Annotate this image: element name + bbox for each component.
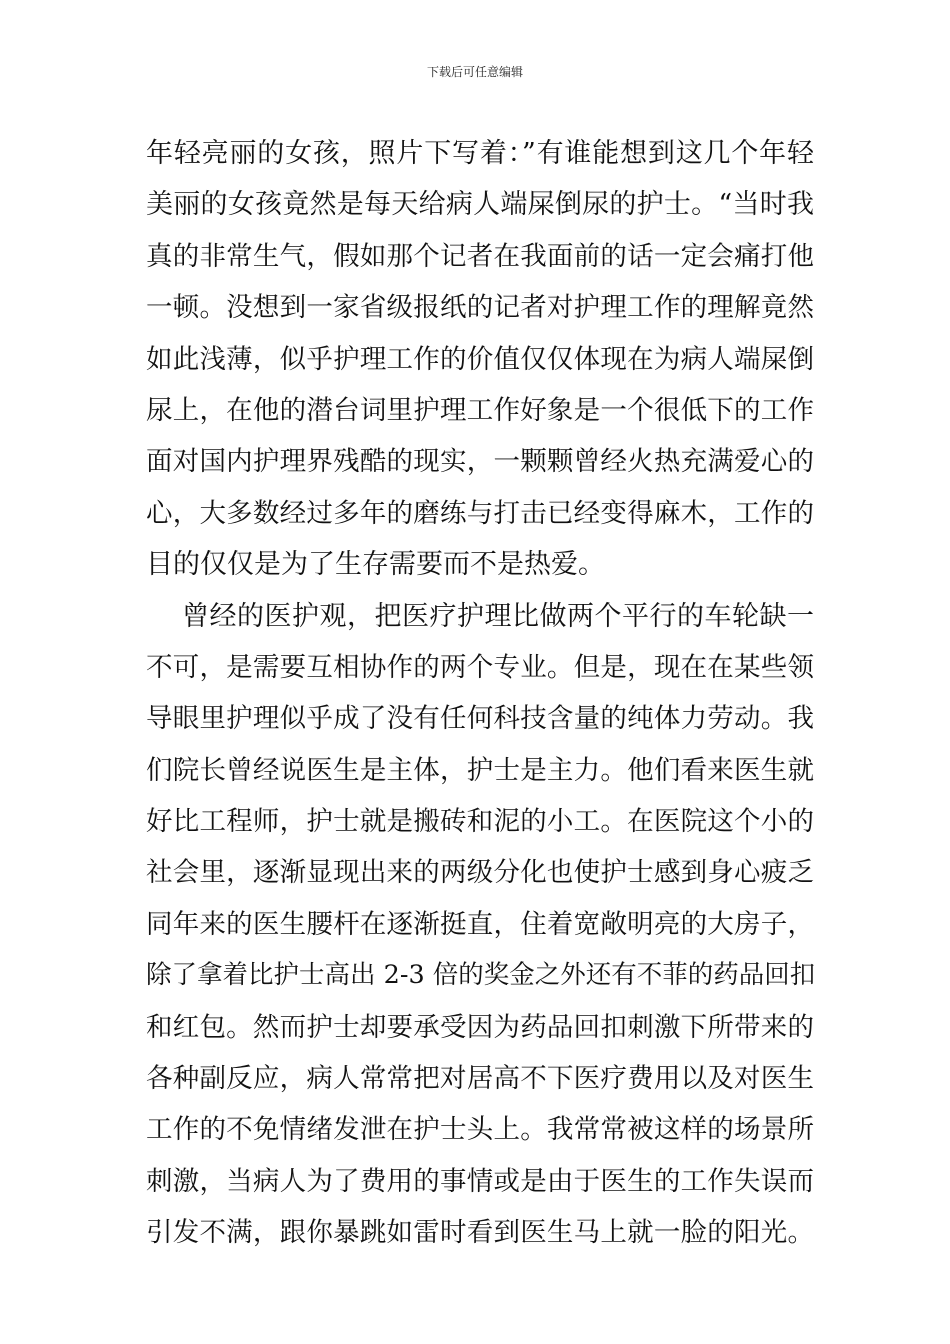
paragraph-2-line-4: 们院长曾经说医生是主体，护士是主力。他们看来医生就 [146, 754, 814, 786]
paragraph-2-line-7: 同年来的医生腰杆在逐渐挺直，住着宽敞明亮的大房子， [146, 908, 814, 940]
paragraph-2-line-8: 除了拿着比护士高出 2-3 倍的奖金之外还有不菲的药品回扣 [146, 960, 816, 991]
paragraph-1-line-5: 如此浅薄，似乎护理工作的价值仅仅体现在为病人端屎倒 [146, 343, 814, 375]
paragraph-1-line-8: 心，大多数经过多年的磨练与打击已经变得麻木，工作的 [146, 497, 814, 529]
paragraph-2-line-12: 刺激，当病人为了费用的事情或是由于医生的工作失误而 [146, 1165, 814, 1197]
paragraph-1-line-9: 目的仅仅是为了生存需要而不是热爱。 [146, 549, 605, 581]
page-header-note: 下载后可任意编辑 [426, 65, 523, 79]
paragraph-1-line-7: 面对国内护理界残酷的现实，一颗颗曾经火热充满爱心的 [146, 446, 814, 478]
paragraph-2-line-10: 各种副反应，病人常常把对居高不下医疗费用以及对医生 [146, 1063, 814, 1095]
paragraph-2-line-2: 不可，是需要互相协作的两个专业。但是，现在在某些领 [146, 651, 814, 683]
paragraph-2-line-6: 社会里，逐渐显现出来的两级分化也使护士感到身心疲乏 [146, 857, 814, 889]
paragraph-2-line-1: 曾经的医护观，把医疗护理比做两个平行的车轮缺一 [182, 600, 814, 632]
paragraph-1-line-6: 尿上，在他的潜台词里护理工作好象是一个很低下的工作 [146, 394, 814, 426]
paragraph-2-line-9: 和红包。然而护士却要承受因为药品回扣刺激下所带来的 [146, 1011, 814, 1043]
document-body [146, 128, 814, 1259]
paragraph-2-line-13: 引发不满，跟你暴跳如雷时看到医生马上就一脸的阳光。 [146, 1217, 814, 1249]
paragraph-2-line-5: 好比工程师，护士就是搬砖和泥的小工。在医院这个小的 [146, 806, 814, 838]
paragraph-1-line-2: 美丽的女孩竟然是每天给病人端屎倒尿的护士。“当时我 [146, 189, 814, 221]
paragraph-1-line-1: 年轻亮丽的女孩，照片下写着：”有谁能想到这几个年轻 [146, 138, 814, 169]
paragraph-2-line-3: 导眼里护理似乎成了没有任何科技含量的纯体力劳动。我 [146, 703, 814, 735]
paragraph-1-line-3: 真的非常生气，假如那个记者在我面前的话一定会痛打他 [146, 240, 814, 272]
paragraph-2-line-11: 工作的不免情绪发泄在护士头上。我常常被这样的场景所 [146, 1114, 814, 1146]
paragraph-1-line-4: 一顿。没想到一家省级报纸的记者对护理工作的理解竟然 [146, 292, 814, 324]
